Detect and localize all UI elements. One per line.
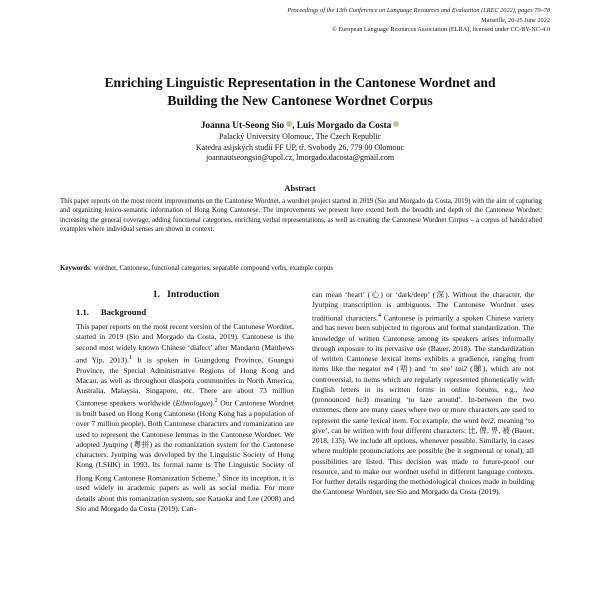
proceedings-line: Proceedings of the 13th Conference on Language Resources and Evaluation (LREC 2022), pages 70–78 bbox=[287, 7, 550, 14]
subsection-title: Background bbox=[100, 307, 147, 317]
body-text: It is spoken in Guangdong Province, Guangxi Province, the Special Administrative Regions of Hong Kong and Macau, as well as throughout diaspora communities in North America, Australia, Malaysia, Singapore, etc. There are about 73 million Cantonese speakers worldwide ( bbox=[76, 355, 294, 408]
subsection-heading bbox=[76, 307, 146, 317]
keywords: Keywords: wordnet, Cantonese, functional categories, separable compound verbs, example corpus bbox=[60, 265, 334, 272]
author-names bbox=[60, 120, 540, 132]
title-line-1: Enriching Linguistic Representation in the Cantonese Wordnet and bbox=[104, 75, 496, 90]
body-text: Our Cantonese Wordnet is built based on Hong Kong Cantonese (Hong Kong has a population of over 7 million people). Both Cantonese characters and romanization are used to represent the Cantonese lemmas in the Cantonese Wordnet. We adopted bbox=[76, 398, 294, 449]
author-emails: joannautseongsio@upol.cz, lmorgado.dacosta@gmail.com bbox=[205, 153, 395, 163]
keywords-text: wordnet, Cantonese, functional categories, separable compound verbs, example corpus bbox=[93, 265, 334, 272]
affiliation-department: Katedra asijských studií FF UP, tř. Svobody 26, 779 00 Olomouc bbox=[195, 142, 405, 152]
author-name-1: Joanna Ut-Seong Sio bbox=[200, 121, 285, 131]
body-text: (唔) and ‘to see’ bbox=[393, 364, 456, 374]
venue-line: Marseille, 20-25 June 2022 bbox=[481, 16, 550, 24]
body-text: (睇), which are not controversial, to items which are regularly represented phonetically with English letters in its written forms in online forums, e.g., bbox=[312, 364, 534, 394]
author-name-2: Luis Morgado da Costa bbox=[296, 121, 392, 131]
term-jyutping: Jyutping bbox=[102, 439, 128, 449]
abstract-text: This paper reports on the most recent improvements on the Cantonese Wordnet, a wordnet project started in 2019 (Sio and Morgado da Costa, 2019) with the aim of capturing and organizing lexico-semantic information of Hong Kong Cantonese. The improvements we present here extend both the breadth and depth of the Cantonese Wordnet: increasing the general coverage, adding functional categories, enriching verbal representations, as well as creating the Cantonese Wordnet Corpus – a corpus of handcrafted examples where individual senses are shown in context. bbox=[60, 198, 542, 234]
term-he3: he3 bbox=[355, 395, 367, 404]
license-line: © European Language Resources Association (ELRA), licensed under CC-BY-NC-4.0 bbox=[331, 26, 550, 34]
author-block bbox=[60, 120, 540, 164]
term-tai2: tai2 bbox=[455, 364, 467, 374]
paper-title bbox=[60, 74, 540, 110]
footnote-marker[interactable]: 1 bbox=[128, 353, 133, 361]
citation-ethnologue: Ethnologue bbox=[175, 398, 211, 408]
keywords-label: Keywords bbox=[60, 265, 90, 272]
proceedings-header bbox=[250, 6, 550, 35]
body-text: Cantonese is primarily a spoken Chinese variety and has never been subjected to rigorous and formal standardization. The knowledge of written Cantonese among its speakers arises informally through exposure to its pervasive use (Bauer, 2018). The standardization of written Cantonese lexical items exhibits a gradience, ranging from items like the negator bbox=[312, 313, 535, 374]
section-heading bbox=[76, 289, 296, 300]
footnote-marker[interactable]: 4 bbox=[377, 311, 381, 319]
body-text: , meaning ‘to give’, can be written with four different characters: 比, 俾, 畀, 被 (Bauer, 2018, 135). We include all options, whenever possible. Similarly, in cases where multiple pronunciations are possible (be it segmental or tonal), all possibilities are listed. This decision was made to future-proof our resource, and to make our wordnet useful in different language contexts. For further details regarding the methodological choices made in building the Cantonese Wordnet, see Sio and Morgado da Costa (2019). bbox=[312, 415, 534, 497]
body-text: ) meaning ‘to laze around’. In-between the two extremes, there are many cases where two or more characters are used to represent the same lexical item. For example, the word bbox=[312, 395, 534, 425]
orcid-icon[interactable] bbox=[393, 121, 399, 127]
section-number: 1. bbox=[152, 289, 160, 300]
term-m4: m4 bbox=[384, 364, 394, 374]
title-line-2: Building the New Cantonese Wordnet Corpus bbox=[167, 93, 433, 108]
body-text: (pronounced bbox=[312, 395, 356, 404]
footnote-marker[interactable]: 3 bbox=[217, 471, 221, 479]
author-separator: , bbox=[292, 121, 297, 131]
subsection-number: 1.1. bbox=[76, 307, 89, 317]
body-text: (粵拼) as the romanization system for the Cantonese characters. Jyutping was developed by the Linguistic Society of Hong Kong (LSHK) in 1993. Its formal name is The Linguistic Society of Hong Kong Cantonese Romanization Scheme. bbox=[76, 439, 294, 482]
term-bei2: bei2 bbox=[480, 415, 494, 425]
body-column-left bbox=[76, 322, 294, 514]
affiliation-university: Palacký University Olomouc, The Czech Republic bbox=[218, 132, 382, 141]
body-column-right bbox=[312, 290, 534, 498]
body-text: This paper reports on the most recent version of the Cantonese Wordnet, started in 2019 (Sio and Morgado da Costa, 2019). Cantonese is the second most widely known Chinese ‘dialect’ after Mandarin (Matthews and Yip, 2013). bbox=[76, 322, 294, 365]
body-text: ). bbox=[210, 398, 215, 408]
footnote-marker[interactable]: 2 bbox=[214, 397, 218, 405]
body-text: Since its inception, it is used widely in academic papers as well as social media. For more details about this romanization system, see Kataoka and Lee (2008) and Sio and Morgado da Costa (2019). Can- bbox=[76, 473, 295, 513]
abstract-heading: Abstract bbox=[284, 184, 316, 193]
section-title: Introduction bbox=[167, 289, 220, 300]
term-hea: hea bbox=[523, 384, 534, 394]
body-text: can mean ‘heart’ (心) or ‘dark/deep’ (深). Without the character, the Jyutping transcription is ambiguous. The Cantonese Wordnet uses traditional characters. bbox=[312, 290, 534, 322]
